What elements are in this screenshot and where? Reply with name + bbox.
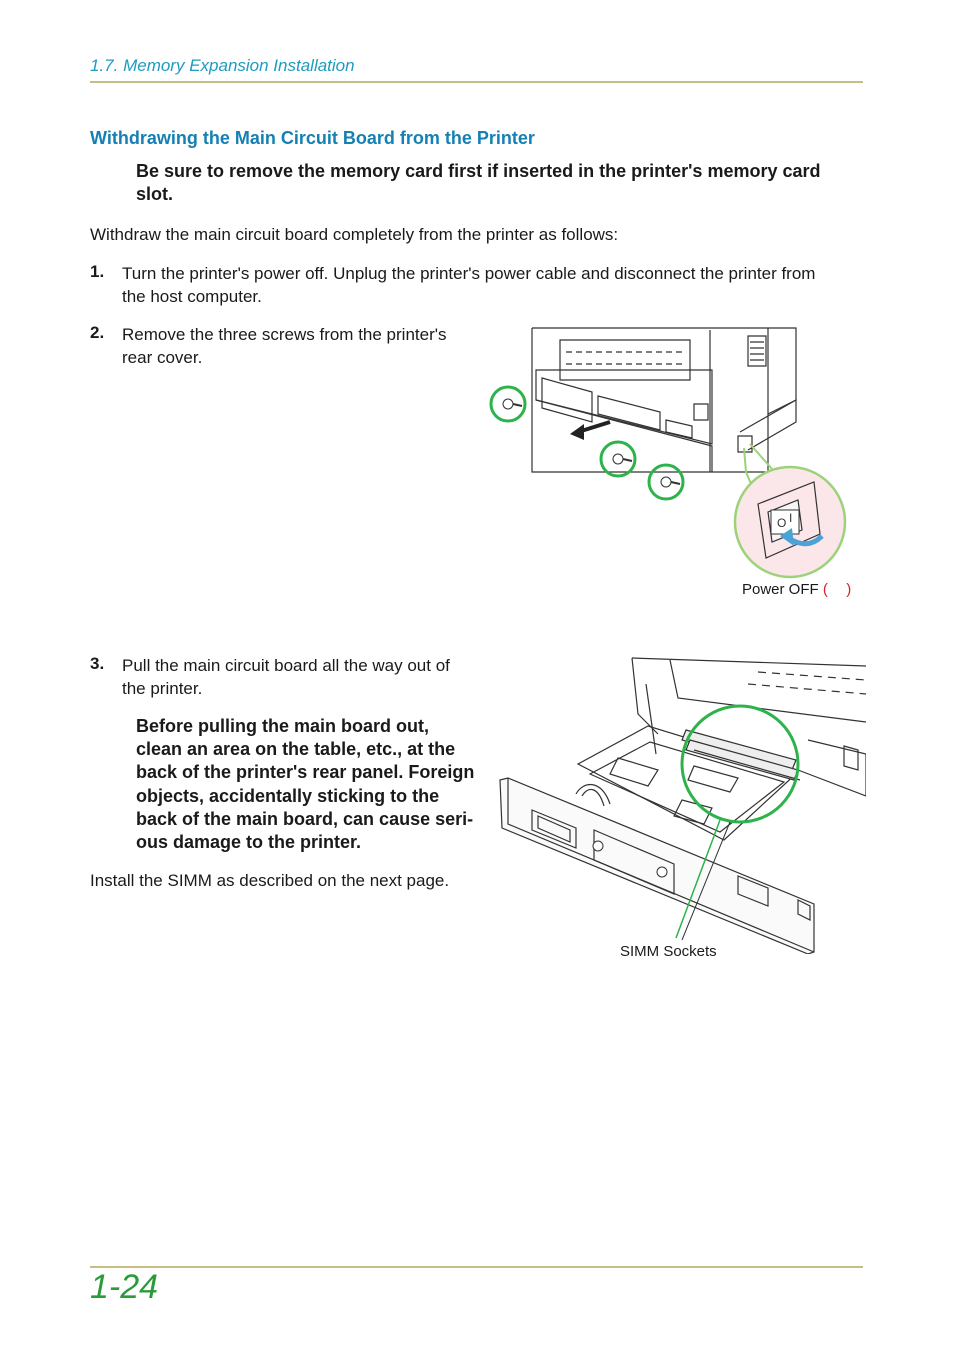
switch-off-symbol: O: [777, 516, 787, 530]
caution-note: [136, 715, 496, 854]
power-off-label: Power OFF: [742, 581, 819, 598]
step-3-text: [122, 654, 492, 700]
power-off-caption: [742, 581, 851, 598]
step-1-number: 1.: [90, 262, 105, 281]
step-2-text: [122, 323, 492, 369]
switch-on-symbol: I: [789, 511, 793, 525]
step-1-line-2: the host computer.: [122, 287, 262, 306]
footer-rule: [90, 1266, 863, 1268]
section-title: Withdrawing the Main Circuit Board from the Printer: [90, 128, 535, 148]
closing-text: Install the SIMM as described on the next page.: [90, 871, 450, 890]
caution-line: Before pulling the main board out,: [136, 716, 430, 736]
step-3-number: 3.: [90, 654, 105, 673]
step-1-line-1: Turn the printer's power off. Unplug the printer's power cable and disconnect the printer from: [122, 264, 816, 283]
step-2-number: 2.: [90, 323, 105, 342]
caution-line: objects, accidentally sticking to the: [136, 785, 440, 806]
step-2-line-1: Remove the three screws from the printer's: [122, 325, 447, 344]
caution-line: ous damage to the printer.: [136, 832, 362, 853]
step-2-line-2: rear cover.: [122, 348, 203, 367]
intro-text: Withdraw the main circuit board completely from the printer as follows:: [90, 225, 619, 244]
caution-line: clean an area on the table, etc., at the: [136, 739, 456, 760]
page-number: 1-24: [90, 1268, 159, 1306]
step-3-line-1: Pull the main circuit board all the way out of: [122, 656, 450, 675]
step-1-text: [122, 262, 867, 308]
step-3-line-2: the printer.: [122, 679, 203, 698]
header-section-path: 1.7. Memory Expansion Installation: [90, 56, 355, 75]
header-rule: [90, 81, 863, 83]
caution-line: back of the printer's rear panel. Foreign: [136, 762, 475, 783]
memory-card-warning: Be sure to remove the memory card first if inserted in the printer's memory card slot.: [136, 161, 821, 204]
main-board-figure: [498, 654, 866, 954]
power-off-paren-open: (: [822, 581, 828, 598]
power-off-paren-close: ): [846, 581, 852, 598]
printer-rear-figure: [480, 322, 870, 584]
caution-line: back of the main board, can cause seri-: [136, 808, 474, 829]
simm-sockets-caption: SIMM Sockets: [620, 943, 717, 960]
